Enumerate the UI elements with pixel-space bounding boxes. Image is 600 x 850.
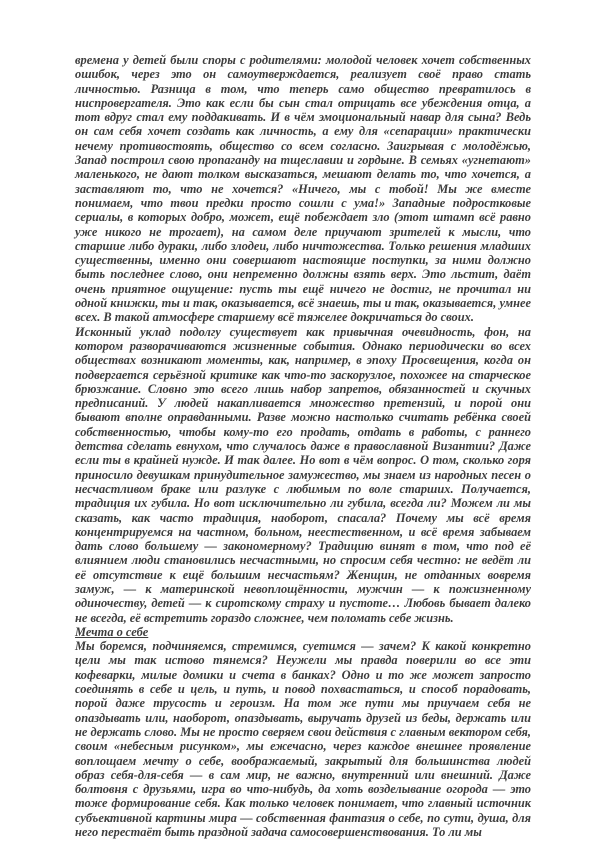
- section-heading: Мечта о себе: [75, 624, 149, 639]
- paragraph-2: Исконный уклад подолгу существует как привычная очевидность, фон, на котором разворачиваются жизненные события. Однако периодически во всех обществах возникают моменты, как, например, в эпоху Просвещения, когда он подвергается серьёзной критике как что-то заскорузлое, похожее на старческое брюзжание. Словно это всего лишь набор запретов, обязанностей и скучных предписаний. У людей накапливается множество претензий, и порой они бывают вполне оправданными. Разве можно настолько считать ребёнка своей собственностью, чтобы кому-то его продать, отдать в работы, с раннего детства сделать евнухом, что случалось даже в православной Византии? Даже если ты в крайней нужде. И так далее. Но вот в чём вопрос. О том, сколько горя приносило девушкам принудительное замужество, мы знаем из народных песен о несчастливом браке или разлуке с любимым по воле старших. Получается, традиция их губила. Но вот исключительно ли губила, всегда ли? Можем ли мы сказать, как часто традиция, наоборот, спасала? Почему мы всё время концентрируемся на частном, больном, неестественном, и всё время забываем дать слово большему — закономерному? Традицию винят в том, что под её влиянием люди становились несчастными, но спросим себя честно: не ведёт ли её отсутствие к ещё большим несчастьям? Женщин, не отданных вовремя замуж, — к материнской невоплощённости, мужчин — к пожизненному одиночеству, детей — к сиротскому страху и пустоте… Любовь бывает далеко не всегда, её встретить гораздо сложнее, чем поломать себе жизнь.: [75, 324, 531, 625]
- paragraph-3: Мы боремся, подчиняемся, стремимся, суетимся — зачем? К какой конкретно цели мы так истово тянемся? Неужели мы правда поверили во все эти кофеварки, милые домики и счета в банках? Одно и то же может запросто соединять в себе и цель, и путь, и повод похвастаться, и способ порадовать, порой даже трусость и героизм. На том же пути мы приучаем себя не опаздывать или, наоборот, опаздывать, выручать друзей из беды, держать или не держать слово. Мы не просто сверяем свои действия с главным вектором себя, своим «небесным рисунком», мы ежечасно, через каждое внешнее проявление воплощаем мечту о себе, воображаемый, закрытый для большинства людей образ себя-для-себя — в сам мир, не важно, внутренний или внешний. Даже болтовня с друзьями, игра во что-нибудь, да хоть возделывание огорода — это тоже формирование себя. Как только человек понимает, что главный источник субъективной картины мира — собственная фантазия о себе, по сути, душа, для него перестаёт быть праздной задача самосовершенствования. То ли мы: [75, 639, 531, 840]
- text-block: [75, 53, 531, 839]
- paragraph-1: времена у детей были споры с родителями: молодой человек хочет собственных ошибок, через это он самоутверждается, реализует своё право стать личностью. Разница в том, что теперь само общество превратилось в ниспровергателя. Это как если бы сын стал отрицать все убеждения отца, а тот вдруг стал ему поддакивать. И в чём эмоциональный навар для сына? Ведь он сам себя хочет создать как личность, а ему для «сепарации» практически нечему противостоять, общество со всем согласно. Заигрывая с молодёжью, Запад построил свою пропаганду на тщеславии и гордыне. В семьях «угнетают» маленького, не дают толком высказаться, мешают делать то, что хочется, а заставляют то, что не хочется? «Ничего, мы с тобой! Мы же вместе понимаем, что твои предки просто сошли с ума!» Западные подростковые сериалы, в которых добро, может, ещё побеждает зло (этот штамп всё равно уже никого не трогает), на самом деле приучают зрителей к мысли, что старшие либо дураки, либо злодеи, либо ничтожества. Только решения младших существенны, именно они совершают настоящие поступки, за ними должно быть последнее слово, они непременно должны взять верх. Это льстит, даёт очень приятное ощущение: пусть ты ещё ничего не достиг, не прочитал ни одной книжки, ты и так, оказывается, всё знаешь, ты и так, оказывается, умнее всех. В такой атмосфере старшему всё тяжелее докричаться до своих.: [75, 53, 531, 325]
